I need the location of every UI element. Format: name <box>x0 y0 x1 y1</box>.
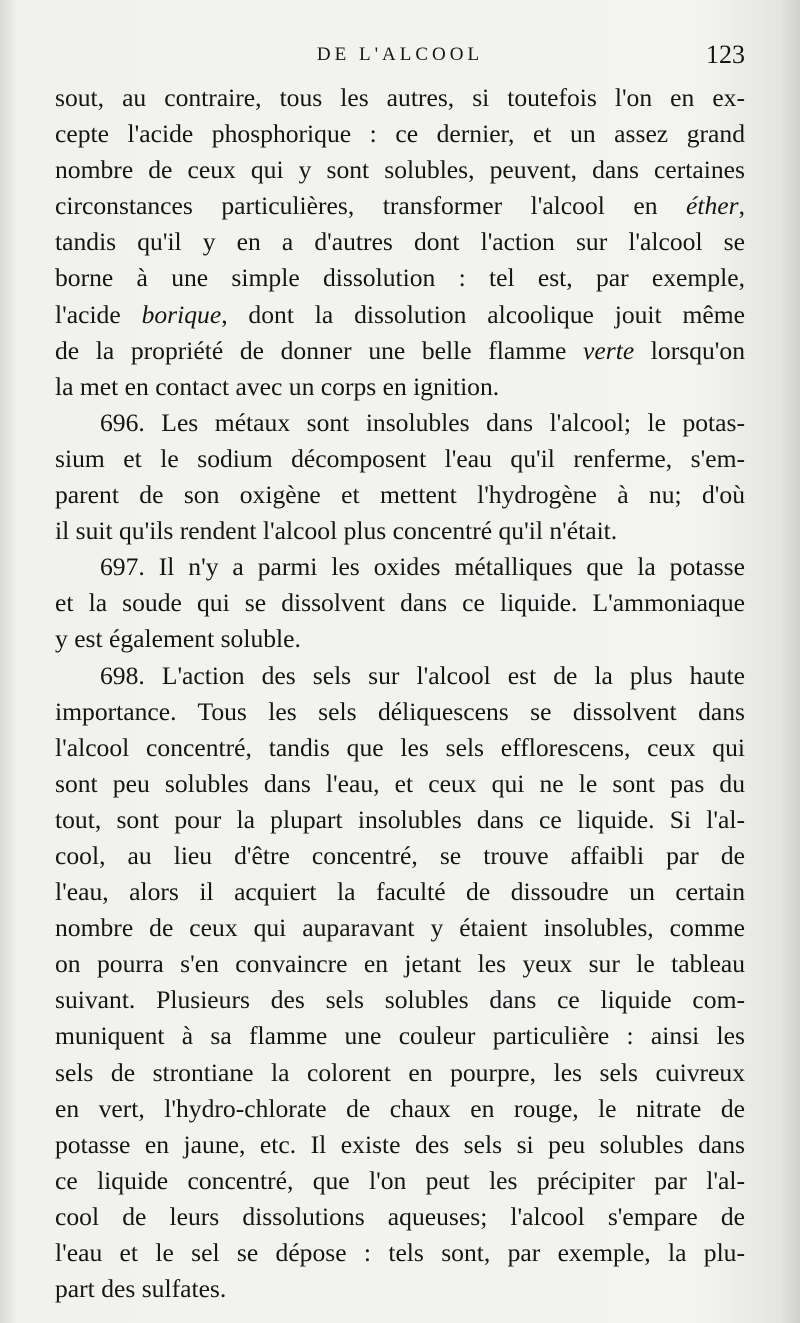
text-line: nombre de ceux qui auparavant y étaient insolubles, comme <box>55 913 745 943</box>
text-segment: l'acide <box>55 299 142 329</box>
text-segment: , <box>738 191 745 221</box>
text-line: l'alcool concentré, tandis que les sels efflorescens, ceux qui <box>55 732 745 762</box>
text-line: ce liquide concentré, que l'on peut les précipiter par l'al- <box>55 1165 745 1195</box>
text-line: 697. Il n'y a parmi les oxides métalliques que la potasse <box>100 552 745 582</box>
italic-term: éther <box>686 191 739 221</box>
text-line: cool de leurs dissolutions aqueuses; l'alcool s'empare de <box>55 1201 745 1231</box>
text-line: tandis qu'il y en a d'autres dont l'action sur l'alcool se <box>55 227 745 257</box>
text-line: sont peu solubles dans l'eau, et ceux qui ne le sont pas du <box>55 768 745 798</box>
text-line: parent de son oxigène et mettent l'hydrogène à nu; d'où <box>55 480 745 510</box>
text-segment: circonstances particulières, transformer l'alcool en <box>55 191 686 221</box>
body-text <box>55 80 745 1307</box>
text-line: 696. Les métaux sont insolubles dans l'alcool; le potas- <box>100 407 745 437</box>
text-line: sels de strontiane la colorent en pourpre, les sels cuivreux <box>55 1057 745 1087</box>
text-line: muniquent à sa flamme une couleur particulière : ainsi les <box>55 1021 745 1051</box>
text-line: cepte l'acide phosphorique : ce dernier, et un assez grand <box>55 119 745 149</box>
text-line: suivant. Plusieurs des sels solubles dans ce liquide com- <box>55 985 745 1015</box>
text-line: cool, au lieu d'être concentré, se trouve affaibli par de <box>55 840 745 870</box>
page-header <box>55 40 745 84</box>
text-segment: lorsqu'on <box>634 335 745 365</box>
text-line: tout, sont pour la plupart insolubles dans ce liquide. Si l'al- <box>55 804 745 834</box>
text-line: part des sulfates. <box>55 1274 227 1304</box>
text-line: l'eau et le sel se dépose : tels sont, par exemple, la plu- <box>55 1238 745 1267</box>
text-segment: de la propriété de donner une belle flamme <box>55 335 584 365</box>
text-line: la met en contact avec un corps en ignition. <box>55 371 500 401</box>
italic-term: verte <box>583 335 635 365</box>
text-line: potasse en jaune, etc. Il existe des sels si peu solubles dans <box>55 1129 745 1159</box>
text-line: l'eau, alors il acquiert la faculté de dissoudre un certain <box>55 877 745 907</box>
text-line: nombre de ceux qui y sont solubles, peuvent, dans certaines <box>55 155 745 185</box>
text-line: en vert, l'hydro-chlorate de chaux en rouge, le nitrate de <box>55 1093 745 1123</box>
text-line: borne à une simple dissolution : tel est, par exemple, <box>55 263 745 293</box>
running-head: DE L'ALCOOL <box>316 44 484 65</box>
text-line <box>55 188 745 224</box>
text-line: importance. Tous les sels déliquescens se dissolvent dans <box>55 696 745 726</box>
text-line: on pourra s'en convaincre en jetant les yeux sur le tableau <box>55 949 745 979</box>
page-number: 123 <box>706 40 745 69</box>
text-line: il suit qu'ils rendent l'alcool plus concentré qu'il n'était. <box>55 516 618 546</box>
italic-term: borique <box>141 299 222 329</box>
text-segment: , dont la dissolution alcoolique jouit même <box>221 299 746 329</box>
text-line: sout, au contraire, tous les autres, si toutefois l'on en ex- <box>55 83 745 112</box>
text-line <box>55 297 745 333</box>
text-line: 698. L'action des sels sur l'alcool est de la plus haute <box>100 660 745 690</box>
text-line <box>55 333 745 369</box>
text-line: et la soude qui se dissolvent dans ce liquide. L'ammoniaque <box>55 588 745 618</box>
text-line: sium et le sodium décomposent l'eau qu'il renferme, s'em- <box>55 443 745 473</box>
text-line: y est également soluble. <box>55 624 301 654</box>
